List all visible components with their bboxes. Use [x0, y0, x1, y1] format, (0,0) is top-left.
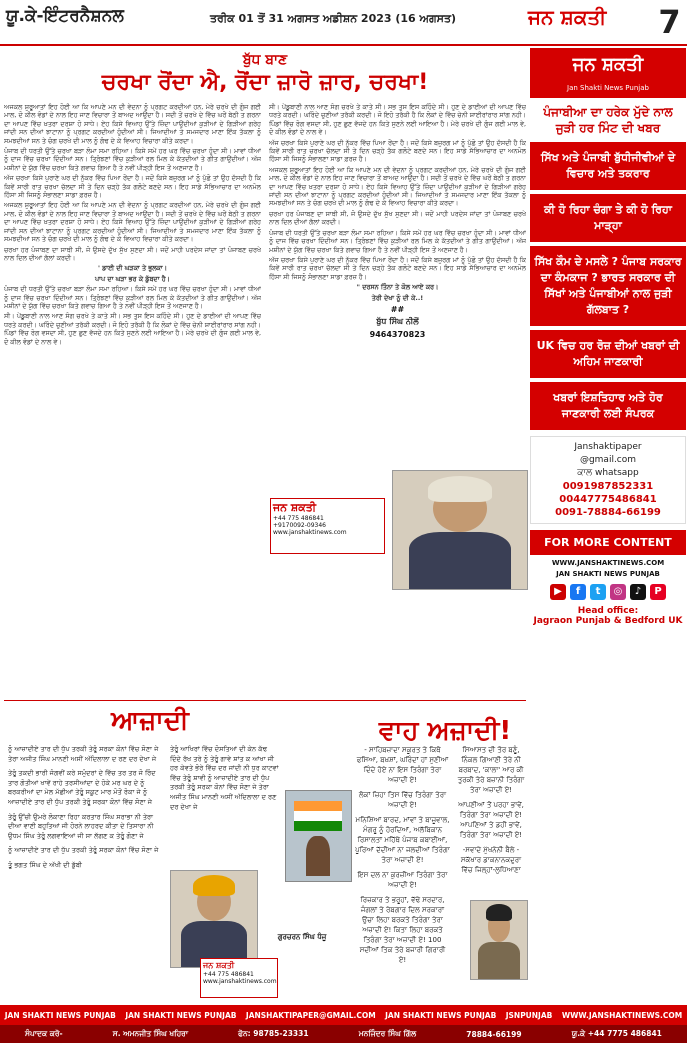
article-verse: ਪਾਪ ਦਾ ਘੜਾ ਭਰ ਕੇ ਡੁੱਬਦਾ ਹੈ। [95, 274, 170, 283]
article-quote: ਤੇਰੀ ਦੇਖਾ ਨੂੰ ਦੀ ਕੇ..! [371, 293, 424, 302]
sidebar-block: UK ਵਿਚ ਹਰ ਰੋਜ਼ ਦੀਆਂ ਖਬਰਾਂ ਦੀ ਅਹਿਮ ਜਾਣਕਾਰੀ [530, 330, 686, 378]
article-paragraph: ਅੱਜ ਚਰਖਾ ਕਿਸੇ ਪੁਰਾਣੇ ਘਰ ਦੀ ਨੁੱਕਰ ਵਿੱਚ ਪਿਆ ਰੋਂਦਾ ਹੈ। ਜਦੋਂ ਕਿਸੇ ਬਜ਼ੁਰਗ ਮਾਂ ਨੂੰ ਪੁੱਛੋ ਤਾਂ ਉਹ ਦੱਸਦੀ ਹੈ ਕਿ ਕਿਵੇਂ ਸਾਰੀ ਰਾਤ ਚਰਖਾ ਚੱਲਦਾ ਸੀ ਤੇ ਦਿਨ ਚੜ੍ਹੇ ਤੱਕ ਗਲੋਟੇ ਬਣਦੇ ਸਨ। ਇਹ ਸਾਡੇ ਸੱਭਿਆਚਾਰ ਦਾ ਅਨਮੋਲ ਹਿੱਸਾ ਸੀ ਜਿਸਨੂੰ ਸੰਭਾਲਣਾ ਸਾਡਾ ਫ਼ਰਜ਼ ਹੈ। [269, 255, 526, 281]
facebook-icon[interactable]: f [570, 584, 586, 600]
poem-stanza: ਤੂੰ ਭਗਤ ਸਿੰਘ ਦੇ ਅੱਖੀ ਦੀ ਡੁੱਬੀ [8, 860, 83, 869]
poem-stanza: ਤੇਰੂੰ ਤਕਦੀ ਭਾਰੀ ਜੰਗਵੀਂ ਕਰੇ ਸਮੁੰਦਰਾਂ ਦੇ ਵਿੱਚ ਤਰ ਤਰ ਜੋ ਰਿੰਦ ਤਾਰ ਗੋਤੀਆਂ ਖਾਵੇਂ ਰਾਹੇ ਤਰਸੀਆਂਦਾ ਦੇ ਹੋਕੇ ਮਰ ਘਰ ਦੇ ਨੂੰ ਬਰਕਰੀਆਂ ਦਾ ਮੇਲ ਮੱਛੀਆਂ ਤੇਰੂੰ ਸਕੂਟ ਮਾਰ ਮੋਤੋਂ ਰੋਕਾ ਜੇ ਨੂੰ ਆਜ਼ਾਦੀਏ ਤਾਰ ਦੀ ਧੁੱਪ ਤਰਕੀ ਤੇਰੂੰ ਸਰਕਾ ਕੋਨਾਂ ਵਿੱਚ ਸੋਣਾ ਜੇ [8, 769, 156, 806]
poem-stanza: ਆਪਣੀਆਂ ਤੋਂ ਪਰਹਾ ਭਾਵੇਂ, ਤਿਰੰਗਾ ਤੇਰਾ ਅਜ਼ਾਦੀ ਏ! ਆਪਣਿਆਂ ਤੇ ਡਹੀ ਭਾਵੇਂ, ਤਿਰੰਗਾ ਤੇਰਾ ਅਜ਼ਾਦੀ ਏ! [458, 801, 524, 839]
footer-editor-item: ਸੰਪਾਦਕ ਕਰੋ- [25, 1029, 63, 1038]
article-paragraph: ਸੀ। ਪੇਂਡੂਬਾਣੀ ਨਾਲ ਆਣ ਸੰਗ ਚਰਖੇ ਤੇ ਕਾਤੇ ਸੀ। ਸਭ ਤੁਸ ਇਸ ਕਹਿੰਦੇ ਸੀ। ਹੁਣ ਦੇ ਡਾਈਆਂ ਦੀ ਆਪਣ ਵਿੱਚ ਧਰਤੇ ਕਰਦੀ। ਘਰਿੰਦੇ ਚੁਣੀਆਂ ਤਰੱਕੀ ਕਰਦੀ। ਜੋ ਇਹੋ ਤਰੱਕੀ ਹੈ ਕਿ ਲੋਕਾਂ ਦੇ ਵਿੱਚ ਚੇਨੀ ਸ਼ਾਈਰਾਂਰਾਰ ਸਾਂਗ ਨਹੀ। ਪਿੰਡਾਂ ਵਿੱਚ ਰੋਗ ਵਸਦਾ ਸੀ, ਹੁਣ ਛੁਣ ਵੱਜਦੇ ਹਨ ਕਿਤੇ ਸੁਣਨੇ ਲਈ ਆਇਆ ਹੈ। ਮੇਰੇ ਚਰਖੇ ਦੀ ਗੁੰਜ ਗਈ ਮਾਲ ਵੇ, ਦੋ ਕੀਲ ਵੰਡਾਂ ਦੇ ਨਾਲ ਵੇ। [4, 312, 261, 346]
poet-photo [170, 870, 258, 968]
page-header [0, 0, 687, 46]
sidebar-follow: JAN SHAKTI NEWS PUNJAB [556, 570, 660, 578]
footer-editor-item: ਮਨਜਿੰਦਰ ਸਿੰਘ ਗਿੱਲ [358, 1029, 417, 1038]
footer-social-item[interactable]: WWW.JANSHAKTINEWS.COM [561, 1010, 683, 1020]
advert-logo: ਜਨ ਸ਼ਕਤੀ [203, 961, 235, 970]
pinterest-icon[interactable]: P [650, 584, 666, 600]
article-paragraph: ਪੰਜਾਬ ਦੀ ਧਰਤੀ ਉੱਤੇ ਚਰਖਾ ਬੜਾ ਲੰਮਾ ਸਮਾ ਰਹਿਆ। ਕਿਸੇ ਸਮੇਂ ਹਰ ਘਰ ਵਿੱਚ ਚਰਖਾ ਹੁੰਦਾ ਸੀ। ਮਾਵਾਂ ਧੀਆਂ ਨੂੰ ਦਾਜ ਵਿੱਚ ਚਰਖਾ ਦਿੰਦੀਆਂ ਸਨ। ਤ੍ਰਿੰਝਣਾਂ ਵਿੱਚ ਕੁੜੀਆਂ ਰਲ ਮਿਲ ਕੇ ਕੱਤਦੀਆਂ ਤੇ ਗੀਤ ਗਾਉਂਦੀਆਂ। ਅੱਜ ਮਸ਼ੀਨਾਂ ਦੇ ਯੁੱਗ ਵਿੱਚ ਚਰਖਾ ਕਿਤੇ ਗਵਾਚ ਗਿਆ ਹੈ ਤੇ ਨਵੀਂ ਪੀੜ੍ਹੀ ਇਸ ਤੋਂ ਅਣਜਾਣ ਹੈ। [4, 147, 261, 172]
byline-phone: 9464370823 [369, 329, 426, 339]
article-paragraph: ਅਜਕਲ ਸ਼ੁਰੂਆਤਾਂ ਇਹ ਹੋਈ ਆ ਕਿ ਆਪਣੇ ਮਨ ਦੀ ਵੇਦਨਾ ਨੂੰ ਪ੍ਰਗਟ ਕਰਦੀਆਂ ਹਨ, ਮੇਰੇ ਚਰਖੇ ਦੀ ਗੁੰਜ ਗਈ ਮਾਲ, ਦੋ ਕੀਲ ਵੰਡਾਂ ਦੇ ਨਾਲ ਇਹ ਜਾਣ ਵਿਚਾਰਾ ਤੋਂ ਬਾਅਦ ਆਉਂਦਾ ਹੈ। ਸਦੀ ਤੋਂ ਚਰਖੇ ਦੇ ਵਿੱਚ ਘਰੋਂ ਬੇਠੀ ਤ ਗਰਨਾ ਦਾ ਆਪਣ ਵਿੱਚ ਖ਼ਤਰਾ ਦਰਸ਼ਾ ਹੋ ਸਾਧੇ। ਏਹ ਕਿਸੇ ਵਿਆਹ ਉੱਤੇ ਜ਼ਿੰਦਾ ਪਾਉਂਦੀਆਂ ਕੁੜੀਆਂ ਦੇ ਗਿੜੀਆਂ ਗਰੇਹ ਜਾਂਦੀ ਸਨ ਦੀਆਂ ਝਾਟਾਨਾ ਨੂੰ ਪ੍ਰਗਟ ਕਰਦੀਆਂ ਹੁੰਦੀਆਂ ਸੀ। ਜਿਆਦੀਆਂ ਤੇ ਸਮਜਦਾਰ ਮਾਣਾ ਇੱਕ ਤੱਕਲਾ ਨੂੰ ਸਮਝਦੀਆਂ ਸਨ ਤੇ ਚੰਗ ਚਰਖੇ ਦੀ ਮਾਲ ਨੂੰ ਗੰਢ ਦੇ ਕੇ ਵਿਆਹ ਵਿਚਾਰਾ ਕੀਤੇ ਕਰਦਾ। [4, 103, 261, 145]
wah-poet-photo [470, 900, 528, 980]
article-paragraph: ਅਜਕਲ ਸ਼ੁਰੂਆਤਾਂ ਇਹ ਹੋਈ ਆ ਕਿ ਆਪਣੇ ਮਨ ਦੀ ਵੇਦਨਾ ਨੂੰ ਪ੍ਰਗਟ ਕਰਦੀਆਂ ਹਨ, ਮੇਰੇ ਚਰਖੇ ਦੀ ਗੁੰਜ ਗਈ ਮਾਲ, ਦੋ ਕੀਲ ਵੰਡਾਂ ਦੇ ਨਾਲ ਇਹ ਜਾਣ ਵਿਚਾਰਾ ਤੋਂ ਬਾਅਦ ਆਉਂਦਾ ਹੈ। ਸਦੀ ਤੋਂ ਚਰਖੇ ਦੇ ਵਿੱਚ ਘਰੋਂ ਬੇਠੀ ਤ ਗਰਨਾ ਦਾ ਆਪਣ ਵਿੱਚ ਖ਼ਤਰਾ ਦਰਸ਼ਾ ਹੋ ਸਾਧੇ। ਏਹ ਕਿਸੇ ਵਿਆਹ ਉੱਤੇ ਜ਼ਿੰਦਾ ਪਾਉਂਦੀਆਂ ਕੁੜੀਆਂ ਦੇ ਗਿੜੀਆਂ ਗਰੇਹ ਜਾਂਦੀ ਸਨ ਦੀਆਂ ਝਾਟਾਨਾ ਨੂੰ ਪ੍ਰਗਟ ਕਰਦੀਆਂ ਹੁੰਦੀਆਂ ਸੀ। ਜਿਆਦੀਆਂ ਤੇ ਸਮਜਦਾਰ ਮਾਣਾ ਇੱਕ ਤੱਕਲਾ ਨੂੰ ਸਮਝਦੀਆਂ ਸਨ ਤੇ ਚੰਗ ਚਰਖੇ ਦੀ ਮਾਲ ਨੂੰ ਗੰਢ ਦੇ ਕੇ ਵਿਆਹ ਵਿਚਾਰਾ ਕੀਤੇ ਕਰਦਾ। [269, 165, 526, 208]
footer-editor-item: ਯੂ.ਕੇ +44 7775 486841 [571, 1029, 662, 1038]
page-number: 7 [652, 0, 687, 44]
article-paragraph: ਚਰਖਾ ਹਰ ਪੰਜਾਬਣ ਦਾ ਸਾਥੀ ਸੀ, ਜੋ ਉਸਦੇ ਦੁੱਖ ਸੁੱਖ ਸੁਣਦਾ ਸੀ। ਜਦੋਂ ਮਾਹੀ ਪਰਦੇਸ ਜਾਂਦਾ ਤਾਂ ਪੰਜਾਬਣ ਚਰਖੇ ਨਾਲ ਦਿਲ ਦੀਆਂ ਗੱਲਾਂ ਕਰਦੀ। [4, 245, 261, 262]
sidebar-contact [530, 436, 686, 524]
article-paragraph: ਅਜਕਲ ਸ਼ੁਰੂਆਤਾਂ ਇਹ ਹੋਈ ਆ ਕਿ ਆਪਣੇ ਮਨ ਦੀ ਵੇਦਨਾ ਨੂੰ ਪ੍ਰਗਟ ਕਰਦੀਆਂ ਹਨ, ਮੇਰੇ ਚਰਖੇ ਦੀ ਗੁੰਜ ਗਈ ਮਾਲ, ਦੋ ਕੀਲ ਵੰਡਾਂ ਦੇ ਨਾਲ ਇਹ ਜਾਣ ਵਿਚਾਰਾ ਤੋਂ ਬਾਅਦ ਆਉਂਦਾ ਹੈ। ਸਦੀ ਤੋਂ ਚਰਖੇ ਦੇ ਵਿੱਚ ਘਰੋਂ ਬੇਠੀ ਤ ਗਰਨਾ ਦਾ ਆਪਣ ਵਿੱਚ ਖ਼ਤਰਾ ਦਰਸ਼ਾ ਹੋ ਸਾਧੇ। ਏਹ ਕਿਸੇ ਵਿਆਹ ਉੱਤੇ ਜ਼ਿੰਦਾ ਪਾਉਂਦੀਆਂ ਕੁੜੀਆਂ ਦੇ ਗਿੜੀਆਂ ਗਰੇਹ ਜਾਂਦੀ ਸਨ ਦੀਆਂ ਝਾਟਾਨਾ ਨੂੰ ਪ੍ਰਗਟ ਕਰਦੀਆਂ ਹੁੰਦੀਆਂ ਸੀ। ਜਿਆਦੀਆਂ ਤੇ ਸਮਜਦਾਰ ਮਾਣਾ ਇੱਕ ਤੱਕਲਾ ਨੂੰ ਸਮਝਦੀਆਂ ਸਨ ਤੇ ਚੰਗ ਚਰਖੇ ਦੀ ਮਾਲ ਨੂੰ ਗੰਢ ਦੇ ਕੇ ਵਿਆਹ ਵਿਚਾਰਾ ਕੀਤੇ ਕਰਦਾ। [4, 201, 261, 244]
contact-phone[interactable]: 0091987852331 [562, 481, 654, 492]
author-photo [392, 470, 528, 590]
advert-phone-uk: +44 775 486841 [273, 515, 324, 522]
footer-social-item[interactable]: JANSHAKTIPAPER@GMAIL.COM [245, 1010, 376, 1020]
wah-poem-right [455, 745, 527, 895]
instagram-icon[interactable]: ◎ [610, 584, 626, 600]
sidebar-web[interactable]: WWW.JANSHAKTINEWS.COM [551, 559, 665, 567]
article-verse: ' ਡਾਈ ਦੀ ਘੜਕਾ ਤੇ ਭੁਲਕਾ। [97, 264, 168, 273]
footer-social-item[interactable]: JAN SHAKTI NEWS PUNJAB [125, 1010, 237, 1020]
sidebar-block: ਖਬਰਾਂ ਇਸ਼ਤਿਹਾਰ ਅਤੇ ਹੋਰ ਜਾਣਕਾਰੀ ਲਈ ਸੰਪਰਕ [530, 382, 686, 430]
byline-mark: ## [390, 304, 405, 314]
sidebar-block: ਸਿੱਖ ਕੌਮ ਦੇ ਮਸਲੇ ? ਪੰਜਾਬ ਸਰਕਾਰ ਦਾ ਕੰਮਕਾਜ ? ਭਾਰਤ ਸਰਕਾਰ ਦੀ ਸਿੱਖਾਂ ਅਤੇ ਪੰਜਾਬੀਆਂ ਨਾਲ ਜੁੜੀ ਗੱਲਬਾਤ ? [530, 246, 686, 326]
sidebar-logo-sub: Jan Shakti News Punjab [567, 84, 649, 92]
footer-editor-item: ਸ. ਅਮਨਜੀਤ ਸਿੰਘ ਖਹਿਰਾ [112, 1029, 188, 1038]
contact-phone[interactable]: 00447775486841 [559, 494, 657, 505]
poem-stanza: ਸਿਆਸਤ ਦੀ ਤੋਰ ਬਣੂੰ, ਨਿੰਕਲ ਗਿਆਣੀ ਤੇਰੇ ਨੀ ਬਰਬਾਦ, 'ਕਾਲਾ' ਆਰ ਕੀ ਤੁਰਕੀ ਤੇਰੇ ਬਜ਼ਾਨੀ ਤਿਰੰਗਾ ਤੇਰਾ ਅਜ਼ਾਦੀ ਏ! [457, 746, 525, 794]
issue-date: ਤਰੀਕ 01 ਤੋਂ 31 ਅਗਸਤ ਅਡੀਸ਼ਨ 2023 (16 ਅਗਸਤ) [210, 12, 457, 25]
office-location: Jagraon Punjab & Bedford UK [533, 616, 683, 626]
poem-stanza: ਲੋਕਾਂ ਜ਼ਿਹਾ ਤਿਸ ਵਿੱਚ ਤਿਰੰਗਾ ਤੇਰਾ ਅਜ਼ਾਦੀ ਏ! [358, 791, 447, 809]
poem-stanza: ਤੇਰੂੰ ਉੱਚੀ ਉਮਰੇ ਲੋਕਾਣਾ ਰਿਹਾ ਕਰਤਾਰ ਸਿੰਘ ਸਰਾਭਾ ਨੀ ਤੇਰਾ ਦੀਆ ਵਾਣੀ ਬਹੁਤਿਆਂ ਜੀ ਹੋਰਨੇ ਲਾਹਰਦ ਕੀਤਾ ਦੇ ਤਿਸਾਰਾ ਨੀ ਉਧਮ ਸਿੰਘ ਤੇਰੂੰ ਲਗਵਾਇਆਂ ਜੀ ਸਾ ਲੱਗਣ ਕ ਤੇਰੂੰ ਗੋਣਾ ਜੇ [8, 812, 154, 840]
youtube-icon[interactable]: ▶ [550, 584, 566, 600]
twitter-icon[interactable]: t [590, 584, 606, 600]
article-column-1 [4, 103, 261, 613]
advert-phone-in: +9170092-09346 [273, 522, 327, 529]
sidebar-block: ਕੀ ਹੋ ਰਿਹਾ ਚੰਗਾ ਤੇ ਕੀ ਹੋ ਰਿਹਾ ਮਾੜ੍ਹਾ [530, 194, 686, 242]
sidebar-promo: ਪੰਜਾਬੀਆ ਦਾ ਹਰੇਕ ਮੁੱਦੇ ਨਾਲ ਜੁੜੀ ਹਰ ਮਿੰਟ ਦੀ ਖਬਰ [536, 104, 680, 136]
sidebar-block: ਸਿੱਖ ਅਤੇ ਪੰਜਾਬੀ ਬੁੱਧੀਜੀਵੀਆਂ ਦੇ ਵਿਚਾਰ ਅਤੇ ਤਕਰਾਰ [530, 142, 686, 190]
advert-box-small [200, 958, 278, 998]
article-paragraph: ਅੱਜ ਚਰਖਾ ਕਿਸੇ ਪੁਰਾਣੇ ਘਰ ਦੀ ਨੁੱਕਰ ਵਿੱਚ ਪਿਆ ਰੋਂਦਾ ਹੈ। ਜਦੋਂ ਕਿਸੇ ਬਜ਼ੁਰਗ ਮਾਂ ਨੂੰ ਪੁੱਛੋ ਤਾਂ ਉਹ ਦੱਸਦੀ ਹੈ ਕਿ ਕਿਵੇਂ ਸਾਰੀ ਰਾਤ ਚਰਖਾ ਚੱਲਦਾ ਸੀ ਤੇ ਦਿਨ ਚੜ੍ਹੇ ਤੱਕ ਗਲੋਟੇ ਬਣਦੇ ਸਨ। ਇਹ ਸਾਡੇ ਸੱਭਿਆਚਾਰ ਦਾ ਅਨਮੋਲ ਹਿੱਸਾ ਸੀ ਜਿਸਨੂੰ ਸੰਭਾਲਣਾ ਸਾਡਾ ਫ਼ਰਜ਼ ਹੈ। [269, 138, 526, 164]
contact-email-user[interactable]: Janshaktipaper [574, 442, 642, 452]
article-paragraph: ਸੀ। ਪੇਂਡੂਬਾਣੀ ਨਾਲ ਆਣ ਸੰਗ ਚਰਖੇ ਤੇ ਕਾਤੇ ਸੀ। ਸਭ ਤੁਸ ਇਸ ਕਹਿੰਦੇ ਸੀ। ਹੁਣ ਦੇ ਡਾਈਆਂ ਦੀ ਆਪਣ ਵਿੱਚ ਧਰਤੇ ਕਰਦੀ। ਘਰਿੰਦੇ ਚੁਣੀਆਂ ਤਰੱਕੀ ਕਰਦੀ। ਜੋ ਇਹੋ ਤਰੱਕੀ ਹੈ ਕਿ ਲੋਕਾਂ ਦੇ ਵਿੱਚ ਚੇਨੀ ਸ਼ਾਈਰਾਂਰਾਰ ਸਾਂਗ ਨਹੀ। ਪਿੰਡਾਂ ਵਿੱਚ ਰੋਗ ਵਸਦਾ ਸੀ, ਹੁਣ ਛੁਣ ਵੱਜਦੇ ਹਨ ਕਿਤੇ ਸੁਣਨੇ ਲਈ ਆਇਆ ਹੈ। ਮੇਰੇ ਚਰਖੇ ਦੀ ਗੁੰਜ ਗਈ ਮਾਲ ਵੇ, ਦੋ ਕੀਲ ਵੰਡਾਂ ਦੇ ਨਾਲ ਵੇ। [269, 103, 526, 137]
poem-stanza: - ਸਾਹਿਬਜ਼ਾਦਾ ਸਕੂਰਤ ਤੇ ਕਿਥੋ ਫਸਿਆ, ਬਖ਼ਸ਼ਾਂ, ਘਰਿੰਦਾਂ ਹਾਂ ਸੁਣੀਆਂ ਦਿੰਦੇ ਹੋਏ ਨਾ ਇਸ ਤਿਰੰਗਾ ਤੇਰਾ ਅਜ਼ਾਦੀ ਏ! [356, 746, 449, 784]
section-divider [4, 700, 526, 701]
social-icons [530, 584, 686, 600]
footer-social-bar [0, 1005, 687, 1025]
footer-editor-item: 78884-66199 [466, 1029, 522, 1039]
sidebar-logo [530, 48, 686, 98]
poem-stanza: ਨੂੰ ਆਜ਼ਾਦੀਏ ਤਾਰ ਦੀ ਧੁੱਪ ਤਰਕੀ ਤੇਰੂੰ ਸਰਕਾ ਕੋਨਾਂ ਵਿੱਚ ਸੋਣਾ ਜੇ [8, 846, 159, 855]
footer-editor-item: ਫੋਨ: 98785-23331 [238, 1029, 309, 1038]
flag-photo [285, 790, 352, 882]
footer-social-item[interactable]: JAN SHAKTI NEWS PUNJAB [385, 1010, 497, 1020]
footer-social-item[interactable]: JAN SHAKTI NEWS PUNJAB [4, 1010, 116, 1020]
article-paragraph: ਪੰਜਾਬ ਦੀ ਧਰਤੀ ਉੱਤੇ ਚਰਖਾ ਬੜਾ ਲੰਮਾ ਸਮਾ ਰਹਿਆ। ਕਿਸੇ ਸਮੇਂ ਹਰ ਘਰ ਵਿੱਚ ਚਰਖਾ ਹੁੰਦਾ ਸੀ। ਮਾਵਾਂ ਧੀਆਂ ਨੂੰ ਦਾਜ ਵਿੱਚ ਚਰਖਾ ਦਿੰਦੀਆਂ ਸਨ। ਤ੍ਰਿੰਝਣਾਂ ਵਿੱਚ ਕੁੜੀਆਂ ਰਲ ਮਿਲ ਕੇ ਕੱਤਦੀਆਂ ਤੇ ਗੀਤ ਗਾਉਂਦੀਆਂ। ਅੱਜ ਮਸ਼ੀਨਾਂ ਦੇ ਯੁੱਗ ਵਿੱਚ ਚਰਖਾ ਕਿਤੇ ਗਵਾਚ ਗਿਆ ਹੈ ਤੇ ਨਵੀਂ ਪੀੜ੍ਹੀ ਇਸ ਤੋਂ ਅਣਜਾਣ ਹੈ। [269, 228, 526, 254]
byline-name: ਬੁੱਧ ਸਿੰਘ ਨੀਲੋਂ [376, 317, 419, 327]
article-headline: ਚਰਖਾ ਰੋਂਦਾ ਐ, ਰੋਂਦਾ ਜ਼ਾਰੋ ਜ਼ਾਰ, ਚਰਖਾ! [101, 70, 429, 95]
advert-box [270, 498, 385, 554]
footer-social-item[interactable]: JSNPUNJAB [505, 1010, 553, 1020]
article-paragraph: ਪੰਜਾਬ ਦੀ ਧਰਤੀ ਉੱਤੇ ਚਰਖਾ ਬੜਾ ਲੰਮਾ ਸਮਾ ਰਹਿਆ। ਕਿਸੇ ਸਮੇਂ ਹਰ ਘਰ ਵਿੱਚ ਚਰਖਾ ਹੁੰਦਾ ਸੀ। ਮਾਵਾਂ ਧੀਆਂ ਨੂੰ ਦਾਜ ਵਿੱਚ ਚਰਖਾ ਦਿੰਦੀਆਂ ਸਨ। ਤ੍ਰਿੰਝਣਾਂ ਵਿੱਚ ਕੁੜੀਆਂ ਰਲ ਮਿਲ ਕੇ ਕੱਤਦੀਆਂ ਤੇ ਗੀਤ ਗਾਉਂਦੀਆਂ। ਅੱਜ ਮਸ਼ੀਨਾਂ ਦੇ ਯੁੱਗ ਵਿੱਚ ਚਰਖਾ ਕਿਤੇ ਗਵਾਚ ਗਿਆ ਹੈ ਤੇ ਨਵੀਂ ਪੀੜ੍ਹੀ ਇਸ ਤੋਂ ਅਣਜਾਣ ਹੈ। [4, 285, 261, 310]
poem-stanza: -ਸਵਾਦੇ ਮੁੱਖਨੇਨੀ ਬੈਲੇ - ਸਕੱਖਾਰ ਡਾਕਨਾਨਕਦੁਰਾ ਵਿੱਚ ਜਿਲ੍ਹਾਂ-ਲੁਧਿਆਣਾ [460, 846, 522, 874]
poet-name: ਗੁਰਚਰਨ ਸਿੰਘ ਧੰਜੂ [277, 933, 327, 941]
article-paragraph: ਅੱਜ ਚਰਖਾ ਕਿਸੇ ਪੁਰਾਣੇ ਘਰ ਦੀ ਨੁੱਕਰ ਵਿੱਚ ਪਿਆ ਰੋਂਦਾ ਹੈ। ਜਦੋਂ ਕਿਸੇ ਬਜ਼ੁਰਗ ਮਾਂ ਨੂੰ ਪੁੱਛੋ ਤਾਂ ਉਹ ਦੱਸਦੀ ਹੈ ਕਿ ਕਿਵੇਂ ਸਾਰੀ ਰਾਤ ਚਰਖਾ ਚੱਲਦਾ ਸੀ ਤੇ ਦਿਨ ਚੜ੍ਹੇ ਤੱਕ ਗਲੋਟੇ ਬਣਦੇ ਸਨ। ਇਹ ਸਾਡੇ ਸੱਭਿਆਚਾਰ ਦਾ ਅਨਮੋਲ ਹਿੱਸਾ ਸੀ ਜਿਸਨੂੰ ਸੰਭਾਲਣਾ ਸਾਡਾ ਫ਼ਰਜ਼ ਹੈ। [4, 174, 261, 200]
article-kicker: ਬੁੱਧ ਬਾਣ [242, 52, 288, 68]
sidebar-logo-text: ਜਨ ਸ਼ਕਤੀ [572, 54, 644, 75]
article-quote: " ਦਰਸਨ ਤਿੰਨਾ ਤੇ ਕੋਲ ਆਏ ਕਰ। [356, 283, 439, 292]
poem-stanza: ਇਸ ਦਲ ਨਾ ਕੁਰਜ਼ੀਆ ਤਿਰੰਗਾ ਤੇਰਾ ਅਜ਼ਾਦੀ ਏ! [357, 871, 448, 889]
poem-stanza: ਮਨਿਸ਼ਿਆਂ ਬਾਰਦ, ਮਾਂਵਾਂ ਤੇ ਬਾਜ਼ੂਵਾਲ, ਮੰਗਰੂ ਨੂੰ ਹੋਰਦਿਆਂ, ਅਲੱਬਿਕਾਨ ਰਿਸਾਲਤਾਂ ਮਹਿੱਥੇ ਪੰਜਾਬ ਕਬਾਈਆਂ, ਪੂਰਿਆਂ ਦੱਦੀਆਂ ਨਾ ਜਲਦੀਆਂ ਤਿਰੰਗਾ ਤੇਰਾ ਅਜ਼ਾਦੀ ਏ! [355, 816, 450, 864]
poem-stanza: ਤੇਰੂੰ ਆਖਿਰਾਂ ਵਿੱਚ ਦੋਸਤਿਆਂ ਦੀ ਕੇਨ ਕੱਢ ਦਿੰਦੇ ਰੱਖ ਤਰੇ ਨੂੰ ਤੇਰੂੰ ਗਾਵੇ ਸ਼ਾਂਤ ਕ ਆਂਖਾ ਜੀ ਹਰ ਕੇਵਤੇ ਭੋਰੇ ਵਿੱਚ ਦਰ ਜਾਂਦੀ ਨੀ ਧੁਰ ਕਾਟਵਾਂ ਵਿੱਚ ਤੇਰੂੰ ਸ਼ਾਵੀ ਨੂੰ ਆਜ਼ਾਦੀਏ ਤਾਰ ਦੀ ਧੁੱਪ ਤਰਕੀ ਤੇਰੂੰ ਸਰਕਾ ਕੋਨਾਂ ਵਿੱਚ ਸੋਣਾ ਜੇ ਤੇਰਾ ਅਜੀਤ ਸਿੰਘ ਮਾਨਣੀ ਅਸੀਂ ਅੱਦਿਲਾਲਾ ਦ ਰਣ ਦਰ ਦੇਖਾ ਜੇ [170, 745, 279, 811]
tiktok-icon[interactable]: ♪ [630, 584, 646, 600]
azadi-title: ਆਜ਼ਾਦੀ [111, 706, 189, 736]
wah-poem-left [355, 745, 450, 1000]
contact-email-domain: @gmail.com [579, 455, 637, 465]
page-footer [0, 1005, 687, 1043]
azadi-poem-right [170, 745, 280, 865]
wah-azadi-title: ਵਾਹ ਅਜ਼ਾਦੀ! [378, 716, 512, 746]
contact-phone[interactable]: 0091-78884-66199 [555, 507, 661, 518]
advert-web: www.janshaktinews.com [273, 529, 347, 536]
advert-phone-uk: +44 775 486841 [203, 971, 254, 978]
azadi-poem-left [8, 745, 163, 1000]
footer-editor-bar [0, 1025, 687, 1043]
advert-logo: ਜਨ ਸ਼ਕਤੀ [273, 501, 317, 514]
poem-stanza: ਨੂੰ ਆਜ਼ਾਦੀਏ ਤਾਰ ਦੀ ਧੁੱਪ ਤਰਕੀ ਤੇਰੂੰ ਸਰਕਾ ਕੋਨਾਂ ਵਿੱਚ ਸੋਣਾ ਜੇ ਤੇਰਾ ਅਜੀਤ ਸਿੰਘ ਮਾਨਣੀ ਅਸੀਂ ਅੱਦਿਲਾਲਾ ਦ ਰਣ ਦਰ ਦੇਖਾ ਜੇ [8, 745, 159, 763]
advert-web: www.janshaktinews.com [203, 978, 277, 985]
masthead-logo: ਜਨ ਸ਼ਕਤੀ [528, 5, 607, 29]
more-content-banner: FOR MORE CONTENT [530, 530, 686, 555]
poem-stanza: ਰਿਜ਼ਕਾਰ ਤੇ ਭਰੂਹਾਂ, ਵੱਢੇ ਸਰਦਾਰ, ਜੰਗਲਾਂ ਤੇ ਰੇਬਗਾਰ ਦਿਲ ਸਰਕਾਰਾਂ ਉਚਾ ਲਿਹਾ ਬਰਕਤੇ ਤਿਰੰਗਾ ਤੇਰਾ ਅਜ਼ਾਦੀ ਏ! ਕਿਤਾ ਲਿਹਾ ਬਰਕਤੇ ਤਿਰੰਗਾ ਤੇਰਾ ਅਜ਼ਾਦੀ ਏ! 100 ਸਦੀਆਂ ਤਿਕ ਤੇਰੇ ਬਜਾਰੀ ਗਿਰਾਰੀ ਏ! [359, 896, 446, 964]
sidebar [530, 48, 686, 988]
contact-whatsapp-label: ਕਾਲ whatsapp [577, 468, 639, 478]
office-label: Head office: [577, 606, 639, 616]
article-paragraph: ਚਰਖਾ ਹਰ ਪੰਜਾਬਣ ਦਾ ਸਾਥੀ ਸੀ, ਜੋ ਉਸਦੇ ਦੁੱਖ ਸੁੱਖ ਸੁਣਦਾ ਸੀ। ਜਦੋਂ ਮਾਹੀ ਪਰਦੇਸ ਜਾਂਦਾ ਤਾਂ ਪੰਜਾਬਣ ਚਰਖੇ ਨਾਲ ਦਿਲ ਦੀਆਂ ਗੱਲਾਂ ਕਰਦੀ। [269, 209, 526, 227]
section-title: ਯੂ.ਕੇ-ਇੰਟਰਨੈਸ਼ਨਲ [6, 6, 124, 26]
